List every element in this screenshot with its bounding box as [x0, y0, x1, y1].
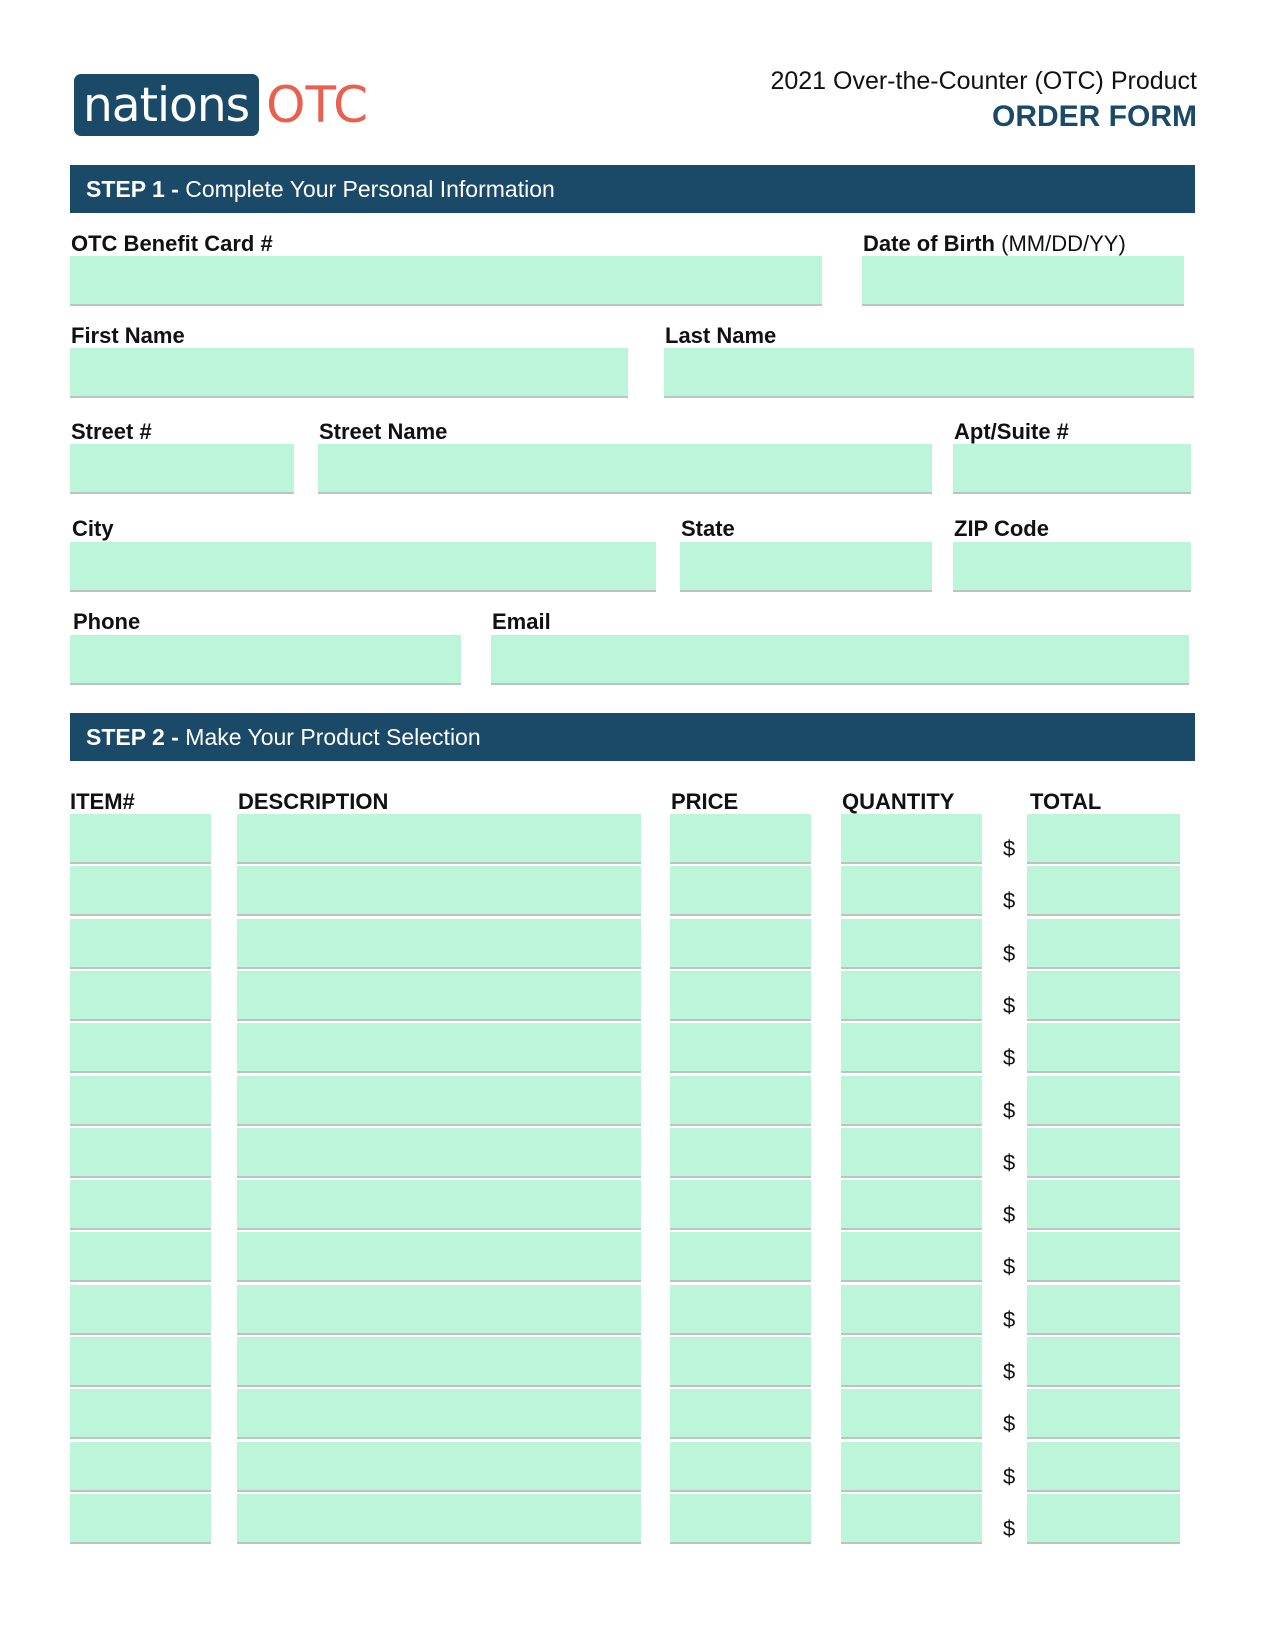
currency-symbol: $ — [1003, 1464, 1016, 1489]
price-input[interactable] — [670, 1128, 811, 1178]
item-number-input[interactable] — [70, 814, 211, 864]
step1-title: Complete Your Personal Information — [185, 176, 555, 202]
total-input[interactable] — [1027, 1389, 1180, 1439]
quantity-input[interactable] — [841, 1442, 982, 1492]
item-number-input[interactable] — [70, 1076, 211, 1126]
currency-symbol: $ — [1003, 941, 1016, 966]
item-number-input[interactable] — [70, 1128, 211, 1178]
item-number-input[interactable] — [70, 919, 211, 969]
quantity-input[interactable] — [841, 1232, 982, 1282]
price-input[interactable] — [670, 1076, 811, 1126]
street-number-label: Street # — [71, 419, 152, 444]
quantity-input[interactable] — [841, 919, 982, 969]
quantity-input[interactable] — [841, 971, 982, 1021]
currency-symbol: $ — [1003, 1359, 1016, 1384]
description-input[interactable] — [237, 919, 641, 969]
item-number-input[interactable] — [70, 1389, 211, 1439]
quantity-input[interactable] — [841, 814, 982, 864]
last-name-label: Last Name — [665, 323, 777, 348]
last-name-input[interactable] — [664, 348, 1194, 398]
column-header-item: ITEM# — [70, 789, 135, 814]
item-number-input[interactable] — [70, 866, 211, 916]
price-input[interactable] — [670, 1389, 811, 1439]
description-input[interactable] — [237, 1337, 641, 1387]
document-header — [770, 65, 1197, 137]
quantity-input[interactable] — [841, 1180, 982, 1230]
zip-input[interactable] — [953, 542, 1191, 592]
step2-title: Make Your Product Selection — [185, 724, 481, 750]
column-header-quantity: QUANTITY — [842, 789, 955, 814]
total-input[interactable] — [1027, 1180, 1180, 1230]
total-input[interactable] — [1027, 1232, 1180, 1282]
quantity-input[interactable] — [841, 1389, 982, 1439]
description-input[interactable] — [237, 1389, 641, 1439]
street-number-input[interactable] — [70, 444, 294, 494]
quantity-input[interactable] — [841, 866, 982, 916]
total-input[interactable] — [1027, 971, 1180, 1021]
total-input[interactable] — [1027, 1442, 1180, 1492]
description-input[interactable] — [237, 1023, 641, 1073]
currency-symbol: $ — [1003, 1307, 1016, 1332]
description-input[interactable] — [237, 1285, 641, 1335]
dob-label-text: Date of Birth — [863, 231, 995, 256]
column-header-price: PRICE — [671, 789, 739, 814]
description-input[interactable] — [237, 1494, 641, 1544]
first-name-input[interactable] — [70, 348, 628, 398]
price-input[interactable] — [670, 866, 811, 916]
price-input[interactable] — [670, 971, 811, 1021]
currency-symbol: $ — [1003, 1411, 1016, 1436]
email-input[interactable] — [491, 635, 1189, 685]
apt-suite-input[interactable] — [953, 444, 1191, 494]
description-input[interactable] — [237, 971, 641, 1021]
item-number-input[interactable] — [70, 1442, 211, 1492]
total-input[interactable] — [1027, 1076, 1180, 1126]
total-input[interactable] — [1027, 1285, 1180, 1335]
column-header-description: DESCRIPTION — [238, 789, 389, 814]
apt-suite-label: Apt/Suite # — [954, 419, 1069, 444]
logo-primary: nations — [74, 74, 259, 136]
total-input[interactable] — [1027, 1128, 1180, 1178]
total-input[interactable] — [1027, 1337, 1180, 1387]
document-subtitle: 2021 Over-the-Counter (OTC) Product — [770, 67, 1197, 95]
currency-symbol: $ — [1003, 1254, 1016, 1279]
currency-symbol: $ — [1003, 1202, 1016, 1227]
total-input[interactable] — [1027, 1023, 1180, 1073]
dob-label — [863, 231, 1126, 257]
item-number-input[interactable] — [70, 1232, 211, 1282]
price-input[interactable] — [670, 814, 811, 864]
quantity-input[interactable] — [841, 1076, 982, 1126]
description-input[interactable] — [237, 866, 641, 916]
benefit-card-input[interactable] — [70, 256, 822, 306]
total-input[interactable] — [1027, 814, 1180, 864]
zip-label: ZIP Code — [954, 516, 1049, 541]
item-number-input[interactable] — [70, 1285, 211, 1335]
state-label: State — [681, 516, 735, 541]
item-number-input[interactable] — [70, 1494, 211, 1544]
step1-banner — [70, 165, 1195, 213]
total-input[interactable] — [1027, 1494, 1180, 1544]
dob-input[interactable] — [862, 256, 1184, 306]
currency-symbol: $ — [1003, 1516, 1016, 1541]
currency-symbol: $ — [1003, 836, 1016, 861]
item-number-input[interactable] — [70, 1180, 211, 1230]
price-input[interactable] — [670, 1180, 811, 1230]
quantity-input[interactable] — [841, 1128, 982, 1178]
item-number-input[interactable] — [70, 1337, 211, 1387]
phone-label: Phone — [73, 609, 141, 634]
email-label: Email — [492, 609, 551, 634]
logo — [74, 74, 368, 136]
item-number-input[interactable] — [70, 971, 211, 1021]
price-input[interactable] — [670, 1232, 811, 1282]
description-input[interactable] — [237, 1128, 641, 1178]
street-name-input[interactable] — [318, 444, 932, 494]
city-label: City — [72, 516, 114, 541]
column-header-total: TOTAL — [1030, 789, 1102, 814]
price-input[interactable] — [670, 1337, 811, 1387]
step2-banner — [70, 713, 1195, 761]
first-name-label: First Name — [71, 323, 185, 348]
quantity-input[interactable] — [841, 1337, 982, 1387]
step2-number: STEP 2 - — [86, 724, 179, 750]
document-title: ORDER FORM — [992, 100, 1197, 133]
currency-symbol: $ — [1003, 1098, 1016, 1123]
quantity-input[interactable] — [841, 1023, 982, 1073]
city-input[interactable] — [70, 542, 656, 592]
dob-hint: (MM/DD/YY) — [1001, 231, 1126, 256]
currency-symbol: $ — [1003, 1150, 1016, 1175]
description-input[interactable] — [237, 814, 641, 864]
step1-number: STEP 1 - — [86, 176, 179, 202]
quantity-input[interactable] — [841, 1285, 982, 1335]
price-input[interactable] — [670, 1023, 811, 1073]
price-input[interactable] — [670, 1285, 811, 1335]
total-input[interactable] — [1027, 866, 1180, 916]
item-number-input[interactable] — [70, 1023, 211, 1073]
street-name-label: Street Name — [319, 419, 448, 444]
currency-symbol: $ — [1003, 888, 1016, 913]
card-label: OTC Benefit Card # — [71, 231, 273, 256]
price-input[interactable] — [670, 1494, 811, 1544]
state-input[interactable] — [680, 542, 932, 592]
price-input[interactable] — [670, 1442, 811, 1492]
description-input[interactable] — [237, 1442, 641, 1492]
currency-symbol: $ — [1003, 993, 1016, 1018]
logo-secondary: OTC — [266, 76, 368, 134]
currency-symbol: $ — [1003, 1045, 1016, 1070]
total-input[interactable] — [1027, 919, 1180, 969]
description-input[interactable] — [237, 1076, 641, 1126]
description-input[interactable] — [237, 1232, 641, 1282]
price-input[interactable] — [670, 919, 811, 969]
description-input[interactable] — [237, 1180, 641, 1230]
phone-input[interactable] — [70, 635, 461, 685]
quantity-input[interactable] — [841, 1494, 982, 1544]
